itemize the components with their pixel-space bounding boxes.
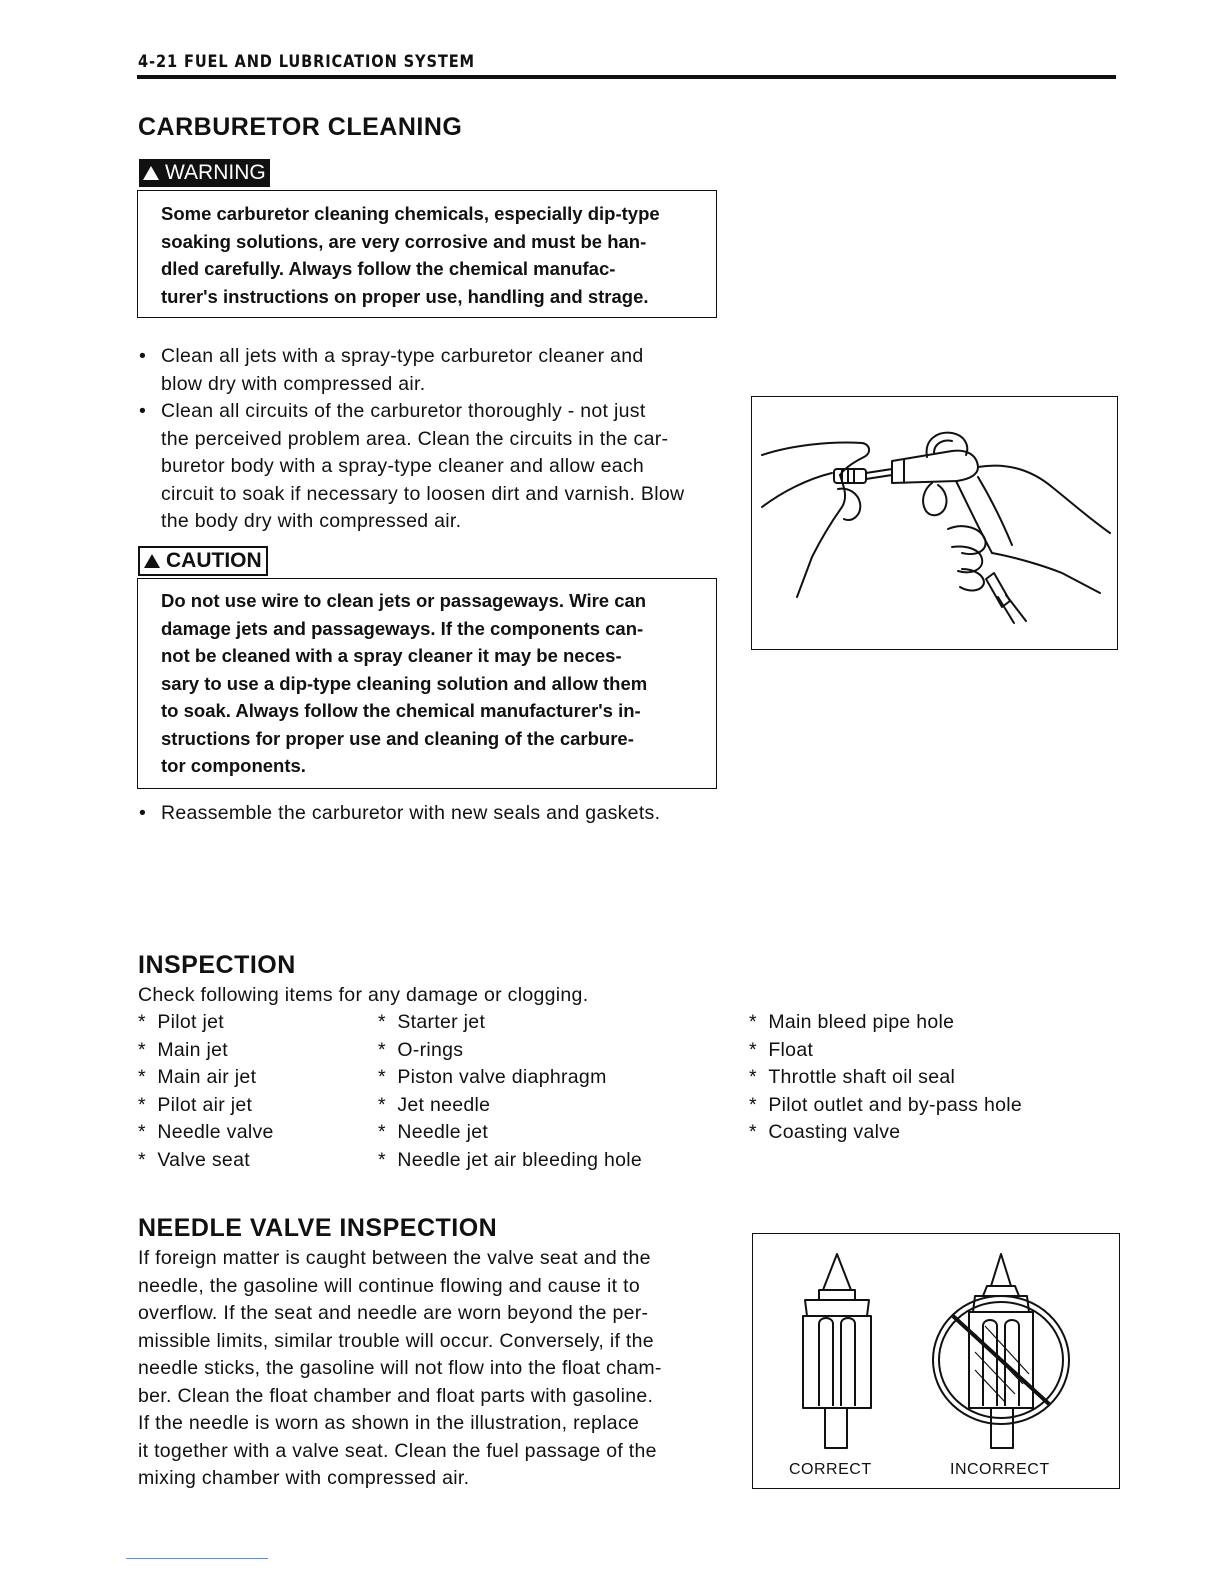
list-item: * Main bleed pipe hole [749,1011,955,1033]
caution-line: structions for proper use and cleaning of the carbure- [161,727,634,749]
list-item: * Needle jet air bleeding hole [378,1148,643,1171]
bullet-item-spray: • Clean all jets with a spray-type carburetor cleaner and blow dry with compressed air. [161,343,644,398]
caution-triangle-icon [144,554,160,568]
list-item: * Float [749,1038,814,1061]
paragraph-line: needle sticks, the gasoline will not flow into the float cham- [138,1357,662,1379]
figure-needle-valve [752,1233,1120,1489]
figure-label-correct: CORRECT [789,1461,872,1478]
caution-line: Do not use wire to clean jets or passageways. Wire can [161,590,647,611]
list-item: * Jet needle [378,1093,491,1116]
list-item: * Pilot jet [138,1011,224,1033]
list-item: * Needle jet [378,1121,489,1143]
bullet-line: blow dry with compressed air. [161,372,426,395]
paragraph-line: If the needle is worn as shown in the illustration, replace [138,1412,640,1434]
list-item: * O-rings [378,1038,464,1061]
inspection-list-col1 [138,1009,274,1174]
bullet-line: buretor body with a spray-type cleaner and allow each [161,455,645,477]
warning-triangle-icon [143,166,159,180]
paragraph-line: mixing chamber with compressed air. [138,1467,470,1489]
header-rule [137,75,1116,79]
section-title-inspection: INSPECTION [138,951,296,979]
caution-line: damage jets and passageways. If the components can- [161,617,644,639]
list-item: * Valve seat [138,1148,250,1171]
bullet-line: Clean all circuits of the carburetor thoroughly - not just [161,400,646,422]
bullet-item-circuits: • Clean all circuits of the carburetor thoroughly - not just the perceived problem area. Clean the circuits in the car- buretor body with a spray-type cleaner and allow each circuit to soak if necessary to loosen dirt and varnish. Blow the body dry with compressed air. [161,398,684,536]
caution-line: not be cleaned with a spray cleaner it may be neces- [161,645,622,666]
list-item: * Pilot air jet [138,1093,253,1116]
footer-line [126,1558,268,1559]
paragraph-line: If foreign matter is caught between the valve seat and the [138,1247,651,1269]
inspection-intro: Check following items for any damage or clogging. [138,984,589,1006]
list-item: * Main jet [138,1038,229,1061]
section-title-cleaning: CARBURETOR CLEANING [138,113,463,141]
list-item: * Piston valve diaphragm [378,1066,607,1088]
needle-valve-paragraph [138,1245,662,1493]
figure-label-incorrect: INCORRECT [950,1461,1050,1478]
warning-line: dled carefully. Always follow the chemical manufac- [161,258,616,279]
warning-line: soaking solutions, are very corrosive and must be han- [161,230,647,252]
needle-valve-illustration [753,1234,1119,1488]
caution-text [161,587,647,780]
warning-label: WARNING [139,159,270,187]
paragraph-line: missible limits, similar trouble will occur. Conversely, if the [138,1329,654,1352]
bullet-line: the perceived problem area. Clean the circuits in the car- [161,427,669,450]
list-item: * Starter jet [378,1011,486,1033]
list-item: * Main air jet [138,1066,257,1088]
warning-line: Some carburetor cleaning chemicals, especially dip-type [161,203,660,224]
caution-line: tor components. [161,755,306,776]
caution-line: to soak. Always follow the chemical manufacturer's in- [161,700,641,721]
paragraph-line: it together with a valve seat. Clean the fuel passage of the [138,1439,657,1462]
paragraph-line: ber. Clean the float chamber and float parts with gasoline. [138,1384,654,1407]
bullet-line: the body dry with compressed air. [161,510,462,532]
list-item: * Pilot outlet and by-pass hole [749,1093,1023,1116]
list-item: * Needle valve [138,1121,274,1143]
list-item: * Coasting valve [749,1121,901,1143]
inspection-list-col3 [749,1009,1022,1147]
bullet-line: circuit to soak if necessary to loosen dirt and varnish. Blow [161,482,685,505]
caution-line: sary to use a dip-type cleaning solution and allow them [161,672,648,694]
hand-spray-gun-illustration [752,397,1117,649]
paragraph-line: overflow. If the seat and needle are worn beyond the per- [138,1302,649,1324]
list-item: * Throttle shaft oil seal [749,1066,956,1088]
bullet-item-reassemble: • Reassemble the carburetor with new seals and gaskets. [139,802,661,824]
warning-text [161,200,660,310]
caution-label: CAUTION [138,546,268,576]
section-title-needle-valve: NEEDLE VALVE INSPECTION [138,1214,498,1242]
bullet-line: Clean all jets with a spray-type carburetor cleaner and [161,345,644,367]
warning-line: turer's instructions on proper use, handling and strage. [161,285,649,307]
paragraph-line: needle, the gasoline will continue flowing and cause it to [138,1274,640,1297]
running-head: 4-21 FUEL AND LUBRICATION SYSTEM [138,52,475,72]
figure-spray-cleaning [751,396,1118,650]
inspection-list-col2 [378,1009,642,1174]
